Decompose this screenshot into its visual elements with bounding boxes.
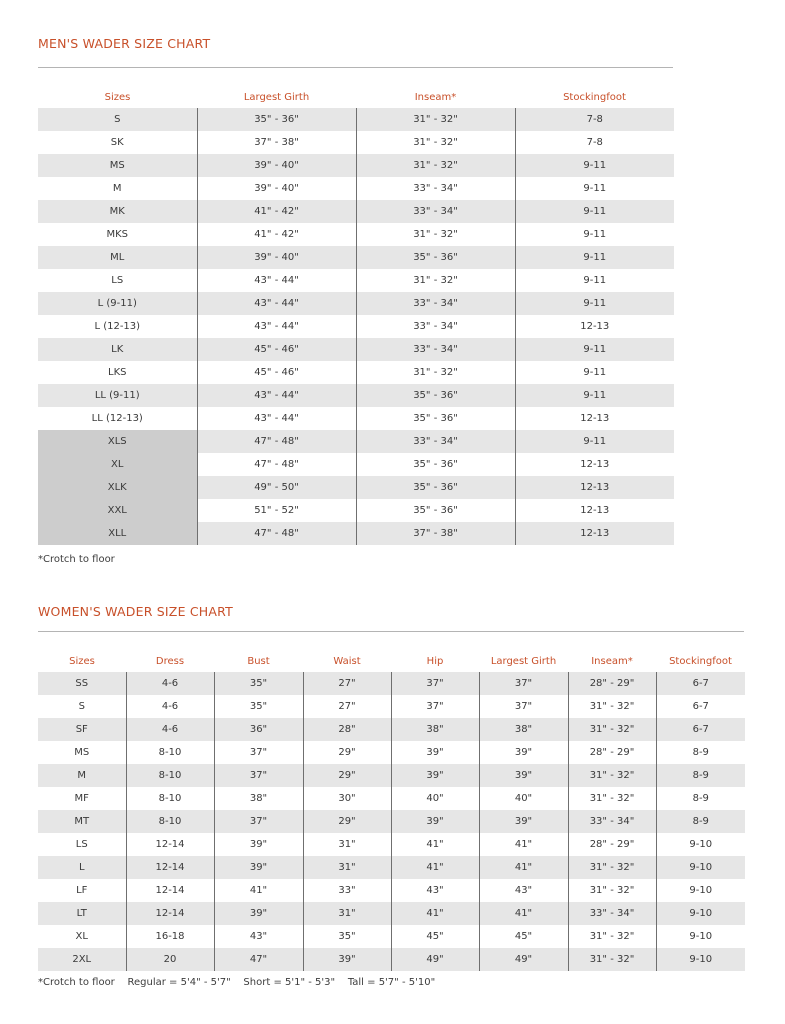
table-cell: 35" - 36" — [356, 499, 515, 522]
table-row — [38, 223, 674, 246]
mens-size-table — [38, 87, 674, 545]
table-cell: 43" — [391, 879, 479, 902]
table-row — [38, 787, 745, 810]
table-cell: 9-10 — [656, 948, 745, 971]
womens-column-header: Bust — [247, 656, 270, 667]
table-cell: 9-11 — [515, 223, 674, 246]
size-cell: XLS — [38, 430, 197, 453]
table-row — [38, 925, 745, 948]
table-cell: 37" - 38" — [356, 522, 515, 545]
size-cell: MF — [38, 787, 126, 810]
table-row — [38, 672, 745, 695]
table-cell: 41" — [479, 833, 568, 856]
table-cell: 43" - 44" — [197, 407, 356, 430]
table-cell: 33" - 34" — [356, 430, 515, 453]
table-cell: 9-11 — [515, 177, 674, 200]
table-cell: 31" - 32" — [568, 925, 656, 948]
table-cell: 27" — [303, 672, 391, 695]
table-row — [38, 246, 674, 269]
table-cell: 38" — [391, 718, 479, 741]
table-cell: 41" - 42" — [197, 200, 356, 223]
table-cell: 47" - 48" — [197, 522, 356, 545]
table-cell: 40" — [479, 787, 568, 810]
table-cell: 40" — [391, 787, 479, 810]
table-cell: 41" — [391, 856, 479, 879]
table-cell: 41" — [391, 833, 479, 856]
table-cell: 12-14 — [126, 856, 214, 879]
table-cell: 41" - 42" — [197, 223, 356, 246]
table-cell: 7-8 — [515, 108, 674, 131]
table-cell: 38" — [214, 787, 303, 810]
table-cell: 6-7 — [656, 695, 745, 718]
table-cell: 39" - 40" — [197, 177, 356, 200]
table-cell: 4-6 — [126, 672, 214, 695]
table-cell: 12-13 — [515, 476, 674, 499]
table-cell: 36" — [214, 718, 303, 741]
size-cell: S — [38, 695, 126, 718]
table-cell: 41" — [479, 902, 568, 925]
mens-chart-title: MEN'S WADER SIZE CHART — [38, 36, 211, 51]
table-cell: 33" - 34" — [356, 315, 515, 338]
table-cell: 37" - 38" — [197, 131, 356, 154]
table-cell: 37" — [479, 672, 568, 695]
table-cell: 39" — [214, 856, 303, 879]
womens-column-header: Sizes — [69, 656, 95, 667]
table-cell: 51" - 52" — [197, 499, 356, 522]
mens-header-row — [38, 87, 674, 108]
table-cell: 29" — [303, 764, 391, 787]
table-cell: 31" - 32" — [568, 879, 656, 902]
table-row — [38, 430, 674, 453]
size-cell: XXL — [38, 499, 197, 522]
mens-footnote: *Crotch to floor — [38, 554, 115, 565]
table-cell: 28" - 29" — [568, 741, 656, 764]
table-cell: 31" - 32" — [356, 108, 515, 131]
table-cell: 35" - 36" — [356, 476, 515, 499]
table-row — [38, 499, 674, 522]
table-cell: 49" - 50" — [197, 476, 356, 499]
table-cell: 35" — [303, 925, 391, 948]
table-cell: 16-18 — [126, 925, 214, 948]
size-cell: SK — [38, 131, 197, 154]
table-cell: 45" - 46" — [197, 361, 356, 384]
table-cell: 31" - 32" — [568, 764, 656, 787]
table-cell: 35" - 36" — [356, 453, 515, 476]
table-cell: 8-9 — [656, 764, 745, 787]
table-cell: 41" — [391, 902, 479, 925]
table-cell: 37" — [479, 695, 568, 718]
mens-column-header: Sizes — [104, 92, 131, 103]
table-row — [38, 361, 674, 384]
table-cell: 43" - 44" — [197, 292, 356, 315]
table-cell: 4-6 — [126, 718, 214, 741]
table-cell: 43" — [479, 879, 568, 902]
size-cell: MKS — [38, 223, 197, 246]
table-cell: 43" - 44" — [197, 269, 356, 292]
table-row — [38, 856, 745, 879]
womens-size-table — [38, 651, 745, 971]
womens-column-header: Hip — [426, 656, 444, 667]
table-row — [38, 154, 674, 177]
table-cell: 31" - 32" — [568, 856, 656, 879]
table-cell: 31" — [303, 902, 391, 925]
table-cell: 29" — [303, 810, 391, 833]
table-row — [38, 718, 745, 741]
table-row — [38, 764, 745, 787]
table-cell: 39" — [303, 948, 391, 971]
table-cell: 39" — [479, 810, 568, 833]
size-cell: M — [38, 764, 126, 787]
table-cell: 28" - 29" — [568, 672, 656, 695]
table-cell: 31" — [303, 833, 391, 856]
table-cell: 31" - 32" — [568, 718, 656, 741]
table-row — [38, 522, 674, 545]
table-cell: 45" — [479, 925, 568, 948]
size-cell: L (12-13) — [38, 315, 197, 338]
size-cell: 2XL — [38, 948, 126, 971]
table-cell: 8-10 — [126, 741, 214, 764]
size-cell: LF — [38, 879, 126, 902]
table-cell: 47" — [214, 948, 303, 971]
size-cell: LT — [38, 902, 126, 925]
table-row — [38, 948, 745, 971]
table-cell: 9-10 — [656, 856, 745, 879]
table-cell: 39" - 40" — [197, 246, 356, 269]
size-cell: LL (9-11) — [38, 384, 197, 407]
table-cell: 9-11 — [515, 200, 674, 223]
mens-title-divider — [38, 67, 673, 68]
table-cell: 27" — [303, 695, 391, 718]
table-cell: 12-14 — [126, 879, 214, 902]
mens-column-header: Inseam* — [414, 92, 457, 103]
table-row — [38, 695, 745, 718]
table-cell: 45" - 46" — [197, 338, 356, 361]
table-row — [38, 453, 674, 476]
womens-title-divider — [38, 631, 744, 632]
table-cell: 43" - 44" — [197, 384, 356, 407]
table-cell: 12-14 — [126, 902, 214, 925]
table-cell: 49" — [479, 948, 568, 971]
table-cell: 33" - 34" — [568, 810, 656, 833]
table-cell: 39" - 40" — [197, 154, 356, 177]
size-cell: MS — [38, 154, 197, 177]
womens-column-header: Inseam* — [591, 656, 633, 667]
table-row — [38, 810, 745, 833]
table-row — [38, 407, 674, 430]
womens-column-header: Dress — [155, 656, 185, 667]
table-cell: 9-10 — [656, 902, 745, 925]
table-cell: 31" - 32" — [568, 787, 656, 810]
table-cell: 31" - 32" — [356, 361, 515, 384]
size-cell: LS — [38, 833, 126, 856]
table-cell: 33" - 34" — [356, 338, 515, 361]
size-cell: LK — [38, 338, 197, 361]
size-cell: ML — [38, 246, 197, 269]
table-row — [38, 200, 674, 223]
mens-column-header: Largest Girth — [243, 92, 310, 103]
size-cell: SS — [38, 672, 126, 695]
size-cell: S — [38, 108, 197, 131]
table-cell: 39" — [391, 741, 479, 764]
table-row — [38, 108, 674, 131]
table-cell: 12-13 — [515, 315, 674, 338]
table-cell: 38" — [479, 718, 568, 741]
table-row — [38, 131, 674, 154]
table-cell: 39" — [391, 810, 479, 833]
size-cell: LKS — [38, 361, 197, 384]
size-cell: XLL — [38, 522, 197, 545]
table-row — [38, 338, 674, 361]
table-row — [38, 476, 674, 499]
table-cell: 9-10 — [656, 925, 745, 948]
table-cell: 12-13 — [515, 407, 674, 430]
size-cell: MK — [38, 200, 197, 223]
table-cell: 9-11 — [515, 384, 674, 407]
table-cell: 35" - 36" — [197, 108, 356, 131]
table-cell: 33" — [303, 879, 391, 902]
womens-chart-title: WOMEN'S WADER SIZE CHART — [38, 604, 233, 619]
table-cell: 9-11 — [515, 154, 674, 177]
table-cell: 47" - 48" — [197, 430, 356, 453]
table-cell: 12-13 — [515, 499, 674, 522]
size-cell: MS — [38, 741, 126, 764]
table-cell: 39" — [479, 741, 568, 764]
table-cell: 12-13 — [515, 522, 674, 545]
table-cell: 35" — [214, 695, 303, 718]
table-cell: 12-14 — [126, 833, 214, 856]
womens-header-row — [38, 651, 745, 672]
size-cell: XL — [38, 925, 126, 948]
table-cell: 9-10 — [656, 879, 745, 902]
table-row — [38, 879, 745, 902]
table-cell: 30" — [303, 787, 391, 810]
size-cell: XLK — [38, 476, 197, 499]
table-cell: 39" — [391, 764, 479, 787]
table-cell: 33" - 34" — [568, 902, 656, 925]
table-cell: 8-9 — [656, 810, 745, 833]
womens-column-header: Waist — [333, 656, 361, 667]
table-cell: 9-11 — [515, 338, 674, 361]
table-cell: 33" - 34" — [356, 177, 515, 200]
table-cell: 35" - 36" — [356, 407, 515, 430]
table-row — [38, 315, 674, 338]
size-cell: MT — [38, 810, 126, 833]
table-row — [38, 384, 674, 407]
table-cell: 6-7 — [656, 672, 745, 695]
table-cell: 31" - 32" — [356, 223, 515, 246]
table-cell: 37" — [214, 741, 303, 764]
size-cell: XL — [38, 453, 197, 476]
table-row — [38, 741, 745, 764]
table-cell: 9-11 — [515, 292, 674, 315]
size-cell: LL (12-13) — [38, 407, 197, 430]
size-cell: LS — [38, 269, 197, 292]
table-cell: 8-10 — [126, 810, 214, 833]
size-cell: M — [38, 177, 197, 200]
table-cell: 47" - 48" — [197, 453, 356, 476]
table-cell: 39" — [214, 902, 303, 925]
table-cell: 9-11 — [515, 361, 674, 384]
size-cell: L (9-11) — [38, 292, 197, 315]
table-cell: 31" - 32" — [568, 695, 656, 718]
table-cell: 29" — [303, 741, 391, 764]
table-cell: 37" — [391, 672, 479, 695]
table-cell: 20 — [126, 948, 214, 971]
table-cell: 33" - 34" — [356, 292, 515, 315]
table-cell: 45" — [391, 925, 479, 948]
table-cell: 41" — [214, 879, 303, 902]
table-cell: 8-10 — [126, 764, 214, 787]
table-cell: 8-9 — [656, 787, 745, 810]
table-cell: 28" - 29" — [568, 833, 656, 856]
table-cell: 9-10 — [656, 833, 745, 856]
table-cell: 35" — [214, 672, 303, 695]
table-cell: 31" - 32" — [356, 154, 515, 177]
table-row — [38, 902, 745, 925]
table-row — [38, 292, 674, 315]
table-cell: 39" — [479, 764, 568, 787]
table-cell: 7-8 — [515, 131, 674, 154]
table-cell: 37" — [391, 695, 479, 718]
size-cell: SF — [38, 718, 126, 741]
table-row — [38, 833, 745, 856]
table-row — [38, 269, 674, 292]
table-cell: 31" - 32" — [568, 948, 656, 971]
table-cell: 6-7 — [656, 718, 745, 741]
table-cell: 33" - 34" — [356, 200, 515, 223]
table-cell: 41" — [479, 856, 568, 879]
table-cell: 9-11 — [515, 246, 674, 269]
table-cell: 35" - 36" — [356, 384, 515, 407]
table-cell: 31" - 32" — [356, 131, 515, 154]
table-cell: 43" - 44" — [197, 315, 356, 338]
table-cell: 9-11 — [515, 269, 674, 292]
table-row — [38, 177, 674, 200]
table-cell: 39" — [214, 833, 303, 856]
table-cell: 49" — [391, 948, 479, 971]
table-cell: 31" — [303, 856, 391, 879]
table-cell: 28" — [303, 718, 391, 741]
mens-column-header: Stockingfoot — [563, 92, 626, 103]
table-cell: 8-10 — [126, 787, 214, 810]
table-cell: 9-11 — [515, 430, 674, 453]
table-cell: 31" - 32" — [356, 269, 515, 292]
womens-column-header: Stockingfoot — [669, 656, 732, 667]
womens-footnote: *Crotch to floor Regular = 5'4" - 5'7" Short = 5'1" - 5'3" Tall = 5'7" - 5'10" — [38, 977, 436, 988]
table-cell: 35" - 36" — [356, 246, 515, 269]
table-cell: 43" — [214, 925, 303, 948]
table-cell: 37" — [214, 764, 303, 787]
table-cell: 8-9 — [656, 741, 745, 764]
table-cell: 4-6 — [126, 695, 214, 718]
womens-column-header: Largest Girth — [490, 656, 557, 667]
table-cell: 37" — [214, 810, 303, 833]
size-cell: L — [38, 856, 126, 879]
table-cell: 12-13 — [515, 453, 674, 476]
